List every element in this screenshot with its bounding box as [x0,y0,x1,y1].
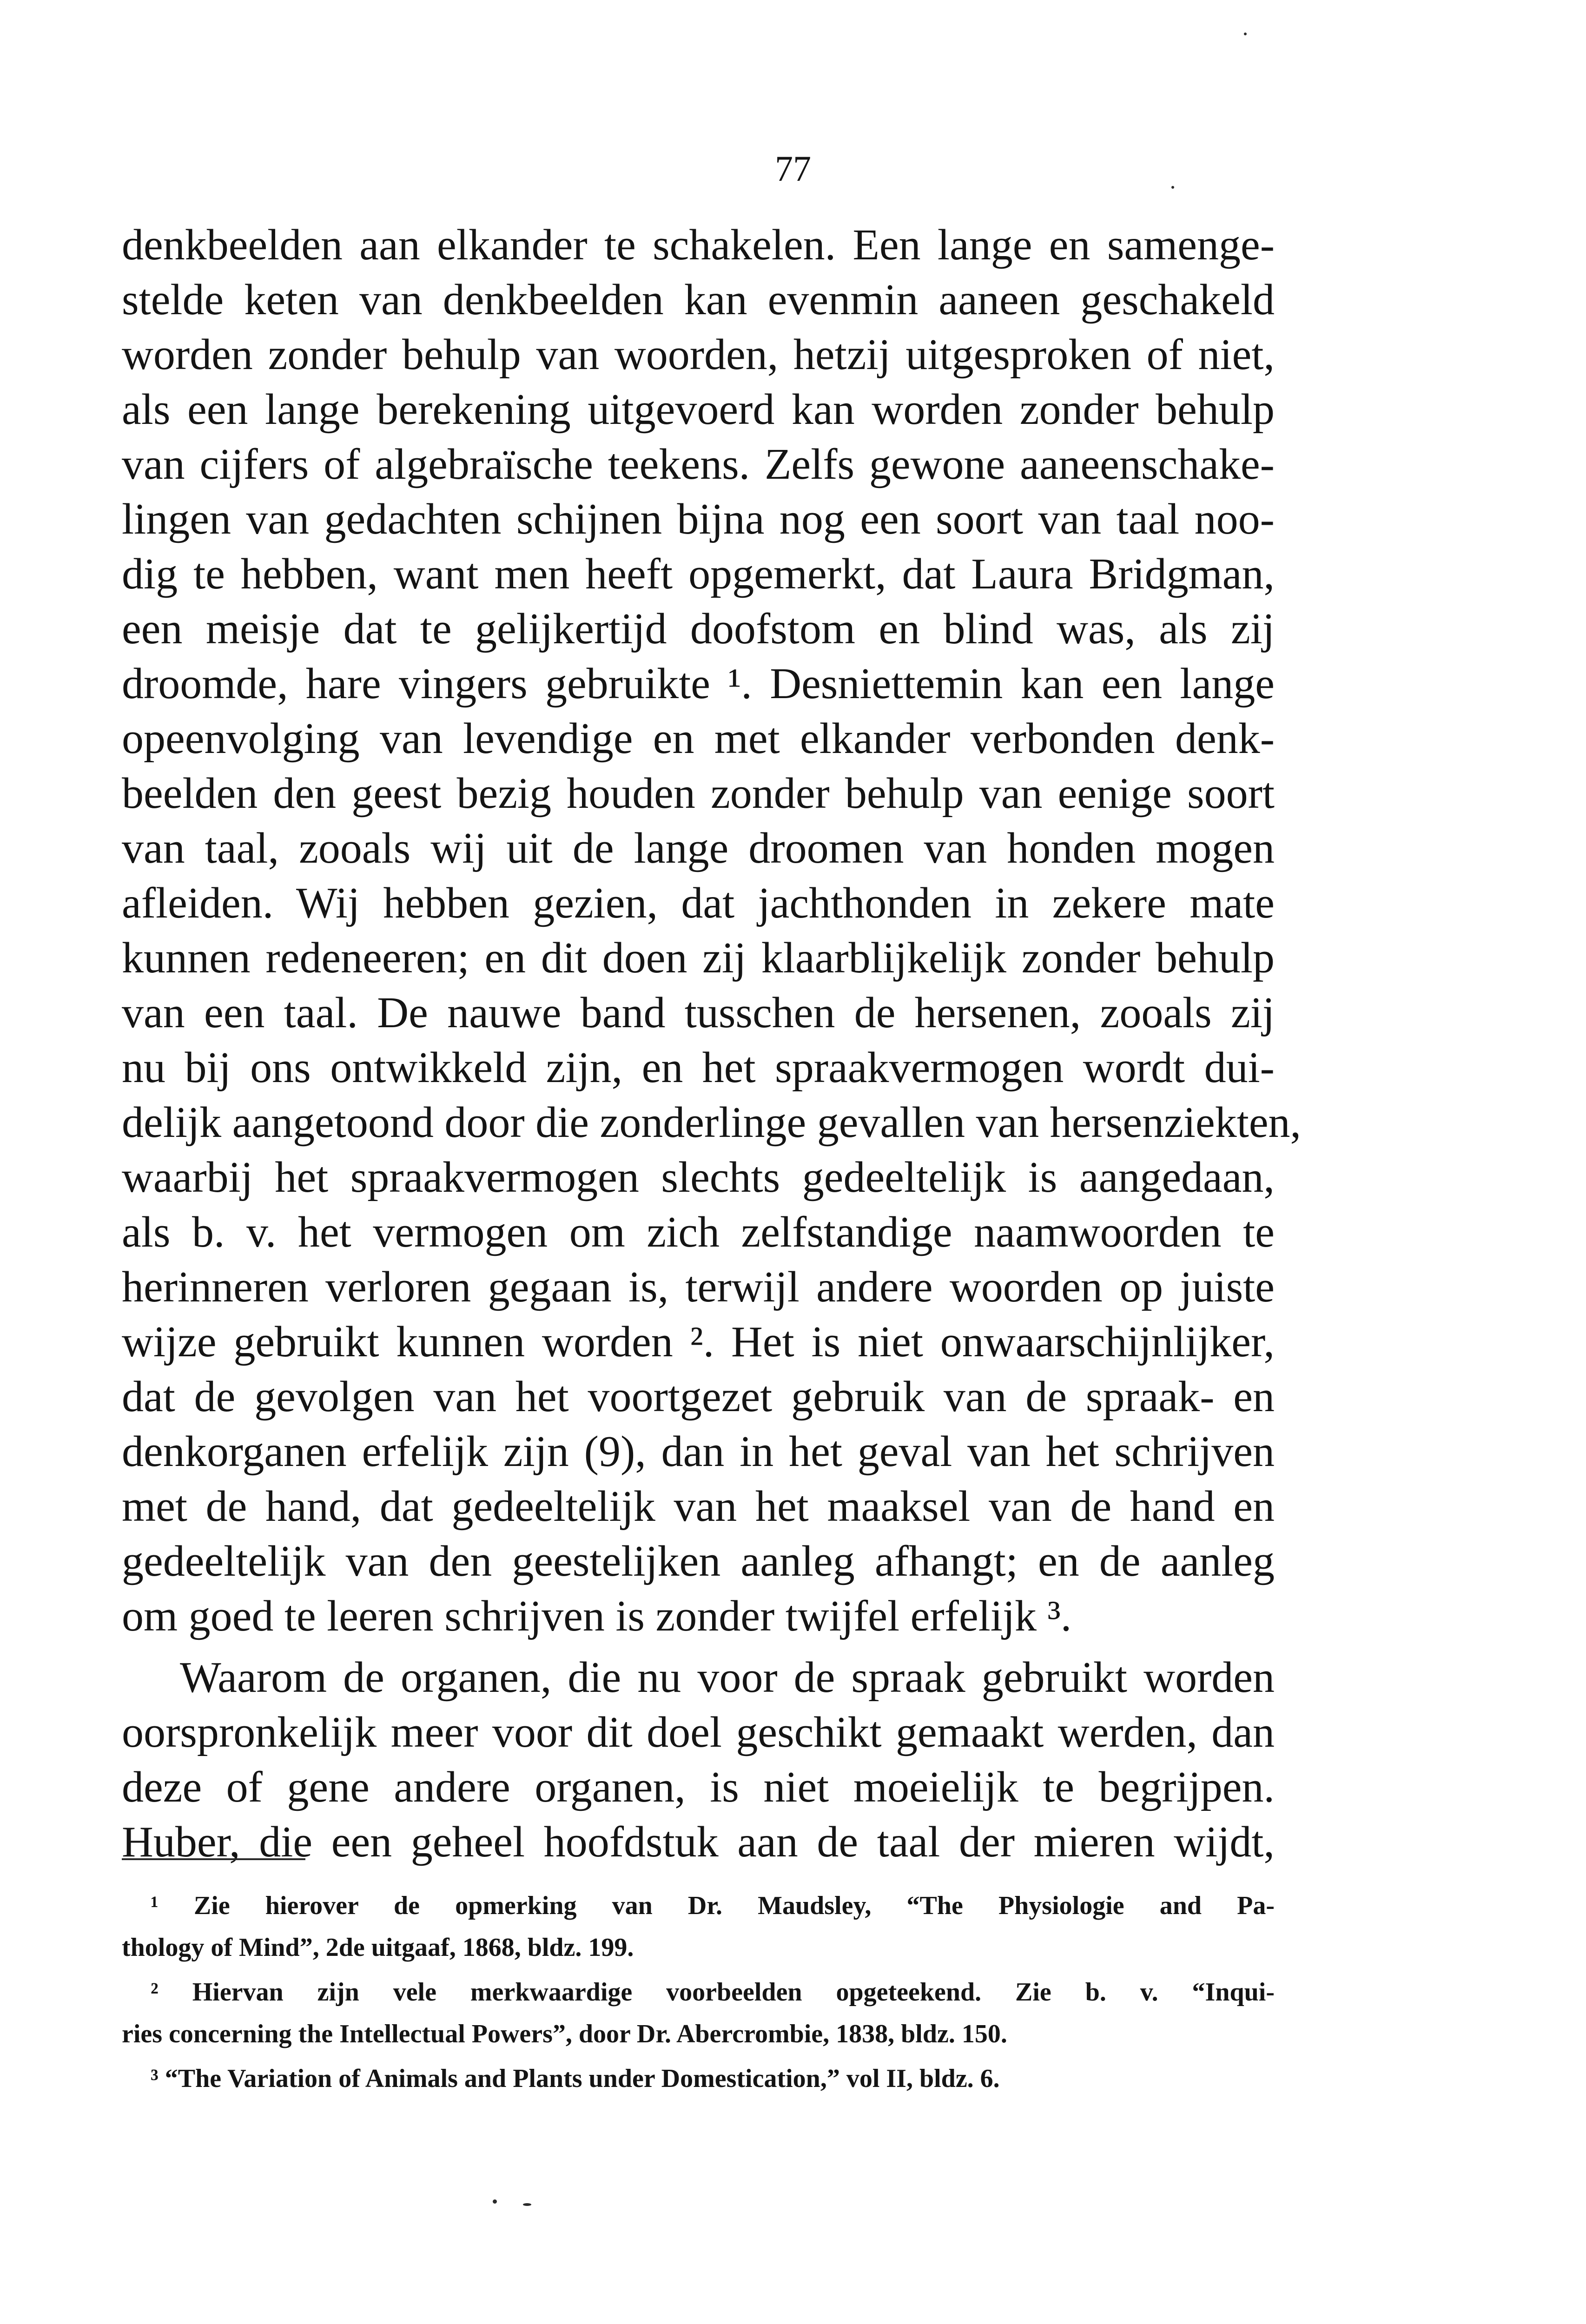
text-line: stelde keten van denkbeelden kan evenmin aaneen geschakeld [122,276,1275,324]
footnote-line: thology of Mind”, 2de uitgaaf, 1868, bldz. 199. [122,1933,634,1962]
scan-speck [523,2203,531,2206]
text-line: om goed te leeren schrijven is zonder twijfel erfelijk ³. [122,1592,1072,1640]
footnotes [122,1885,1275,2100]
paragraph [122,1650,1275,1869]
text-line: droomde, hare vingers gebruikte ¹. Desniettemin kan een lange [122,660,1275,708]
body-text [122,218,1302,1869]
scan-speck [1244,33,1247,35]
text-line: delijk aangetoond door die zonderlinge gevallen van hersenziekten, [122,1098,1302,1147]
text-line: als een lange berekening uitgevoerd kan worden zonder behulp [122,385,1275,434]
text-line: herinneren verloren gegaan is, terwijl andere woorden op juiste [122,1263,1275,1311]
text-line: beelden den geest bezig houden zonder behulp van eenige soort [122,769,1275,818]
text-line: met de hand, dat gedeeltelijk van het maaksel van de hand en [122,1482,1275,1531]
footnote-line: ries concerning the Intellectual Powers”, door Dr. Abercrombie, 1838, bldz. 150. [122,2020,1007,2048]
text-line: opeenvolging van levendige en met elkander verbonden denk- [122,714,1275,763]
text-line: van een taal. De nauwe band tusschen de hersenen, zooals zij [122,989,1275,1037]
footnote-2 [122,1971,1275,2055]
page-number: 77 [775,148,811,189]
text-line: van taal, zooals wij uit de lange droomen van honden mogen [122,824,1275,872]
footnote-1 [122,1885,1275,1968]
text-line: gedeeltelijk van den geestelijken aanleg afhangt; en de aanleg [122,1537,1275,1585]
footnote-line: ³ “The Variation of Animals and Plants under Domestication,” vol II, bldz. 6. [151,2064,1000,2093]
text-line: als b. v. het vermogen om zich zelfstandige naamwoorden te [122,1208,1275,1256]
text-line: nu bij ons ontwikkeld zijn, en het spraakvermogen wordt dui- [122,1043,1275,1092]
footnote-divider [122,1858,305,1860]
footnote-line: ¹ Zie hierover de opmerking van Dr. Maudsley, “The Physiologie and Pa- [151,1891,1275,1920]
text-line: een meisje dat te gelijkertijd doofstom en blind was, als zij [122,605,1275,653]
text-line: dig te hebben, want men heeft opgemerkt, dat Laura Bridgman, [122,550,1275,598]
text-line: kunnen redeneeren; en dit doen zij klaarblijkelijk zonder behulp [122,934,1275,982]
text-line: afleiden. Wij hebben gezien, dat jachthonden in zekere mate [122,879,1275,927]
text-line: van cijfers of algebraïsche teekens. Zelfs gewone aaneenschake- [122,440,1275,489]
scan-speck [493,2199,497,2204]
text-line: oorspronkelijk meer voor dit doel geschikt gemaakt werden, dan [122,1708,1275,1756]
text-line: denkorganen erfelijk zijn (9), dan in het geval van het schrijven [122,1427,1275,1476]
footnote-3 [122,2058,1275,2100]
text-line: dat de gevolgen van het voortgezet gebruik van de spraak- en [122,1373,1275,1421]
scan-speck [1171,186,1174,189]
text-line: worden zonder behulp van woorden, hetzij uitgesproken of niet, [122,330,1275,379]
text-line: Waarom de organen, die nu voor de spraak gebruikt worden [180,1653,1275,1702]
text-line: wijze gebruikt kunnen worden ². Het is niet onwaarschijnlijker, [122,1318,1275,1366]
paragraph [122,218,1302,1644]
text-line: lingen van gedachten schijnen bijna nog een soort van taal noo- [122,495,1275,543]
text-line: waarbij het spraakvermogen slechts gedeeltelijk is aangedaan, [122,1153,1275,1202]
footnote-line: ² Hiervan zijn vele merkwaardige voorbeelden opgeteekend. Zie b. v. “Inqui- [151,1978,1275,2007]
paragraph-gap [122,1644,1275,1650]
text-line: denkbeelden aan elkander te schakelen. Een lange en samenge- [122,221,1275,269]
text-line: Huber, die een geheel hoofdstuk aan de taal der mieren wijdt, [122,1818,1275,1866]
text-line: deze of gene andere organen, is niet moeielijk te begrijpen. [122,1763,1275,1811]
